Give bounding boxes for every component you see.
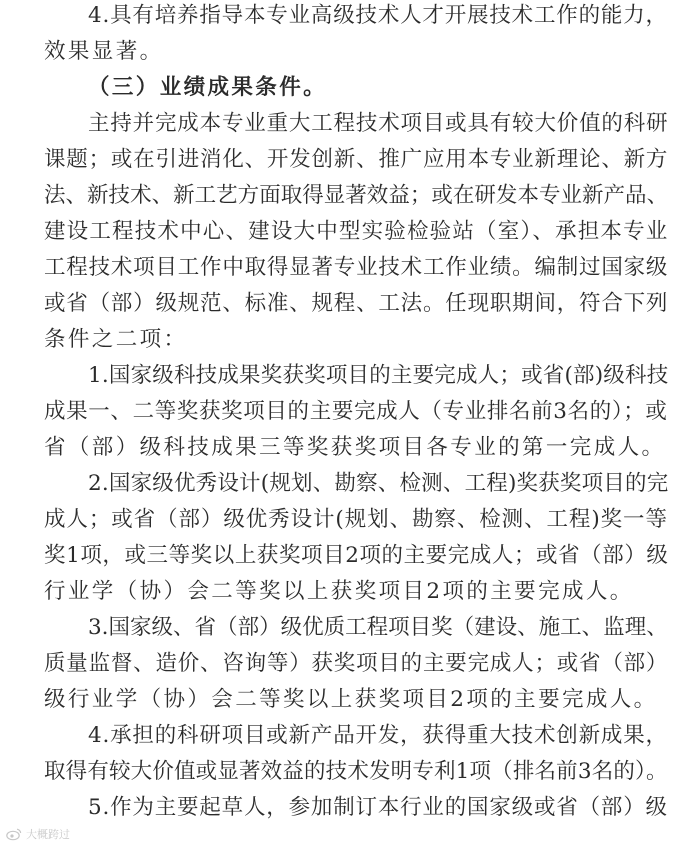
text-line: 1.国家级科技成果奖获奖项目的主要完成人；或省(部)级科技 — [88, 363, 669, 388]
text-line: 4.承担的科研项目或新产品开发，获得重大技术创新成果， — [88, 723, 668, 748]
text-line: 成果一、二等奖获奖项目的主要完成人（专业排名前3名的）；或 — [44, 399, 668, 424]
text-line: 4.具有培养指导本专业高级技术人才开展技术工作的能力， — [88, 3, 668, 28]
watermark-text: 大概跨过 — [26, 828, 70, 841]
text-line: 成人；或省（部）级优秀设计(规划、勘察、检测、工程)奖一等 — [44, 507, 668, 532]
text-line: 5.作为主要起草人，参加制订本行业的国家级或省（部）级 — [88, 795, 668, 820]
text-line: 条件之二项： — [44, 327, 188, 352]
text-line: 质量监督、造价、咨询等）获奖项目的主要完成人；或省（部） — [44, 651, 669, 676]
text-line: 或省（部）级规范、标准、规程、工法。任现职期间，符合下列 — [44, 291, 669, 316]
text-line: 3.国家级、省（部）级优质工程项目奖（建设、施工、监理、 — [88, 615, 668, 640]
text-line: 效果显著。 — [44, 39, 164, 64]
section-heading: （三）业绩成果条件。 — [88, 75, 328, 100]
text-line: 工程技术项目工作中取得显著专业技术工作业绩。编制过国家级 — [44, 255, 669, 280]
text-line: 法、新技术、新工艺方面取得显著效益；或在研发本专业新产品、 — [44, 183, 669, 208]
text-line: 取得有较大价值或显著效益的技术发明专利1项（排名前3名的）。 — [44, 759, 668, 784]
text-line: 奖1项，或三等奖以上获奖项目2项的主要完成人；或省（部）级 — [44, 543, 669, 568]
watermark — [6, 826, 70, 842]
weibo-logo-icon — [6, 827, 22, 841]
text-line: 省（部）级科技成果三等奖获奖项目各专业的第一完成人。 — [44, 435, 666, 460]
text-line: 行业学（协）会二等奖以上获奖项目2项的主要完成人。 — [44, 579, 634, 604]
text-line: 建设工程技术中心、建设大中型实验检验站（室）、承担本专业 — [44, 219, 669, 244]
text-line: 课题；或在引进消化、开发创新、推广应用本专业新理论、新方 — [44, 147, 669, 172]
text-line: 级行业学（协）会二等奖以上获奖项目2项的主要完成人。 — [44, 687, 658, 712]
text-line: 2.国家级优秀设计(规划、勘察、检测、工程)奖获奖项目的完 — [88, 471, 669, 496]
text-line: 主持并完成本专业重大工程技术项目或具有较大价值的科研 — [88, 111, 669, 136]
